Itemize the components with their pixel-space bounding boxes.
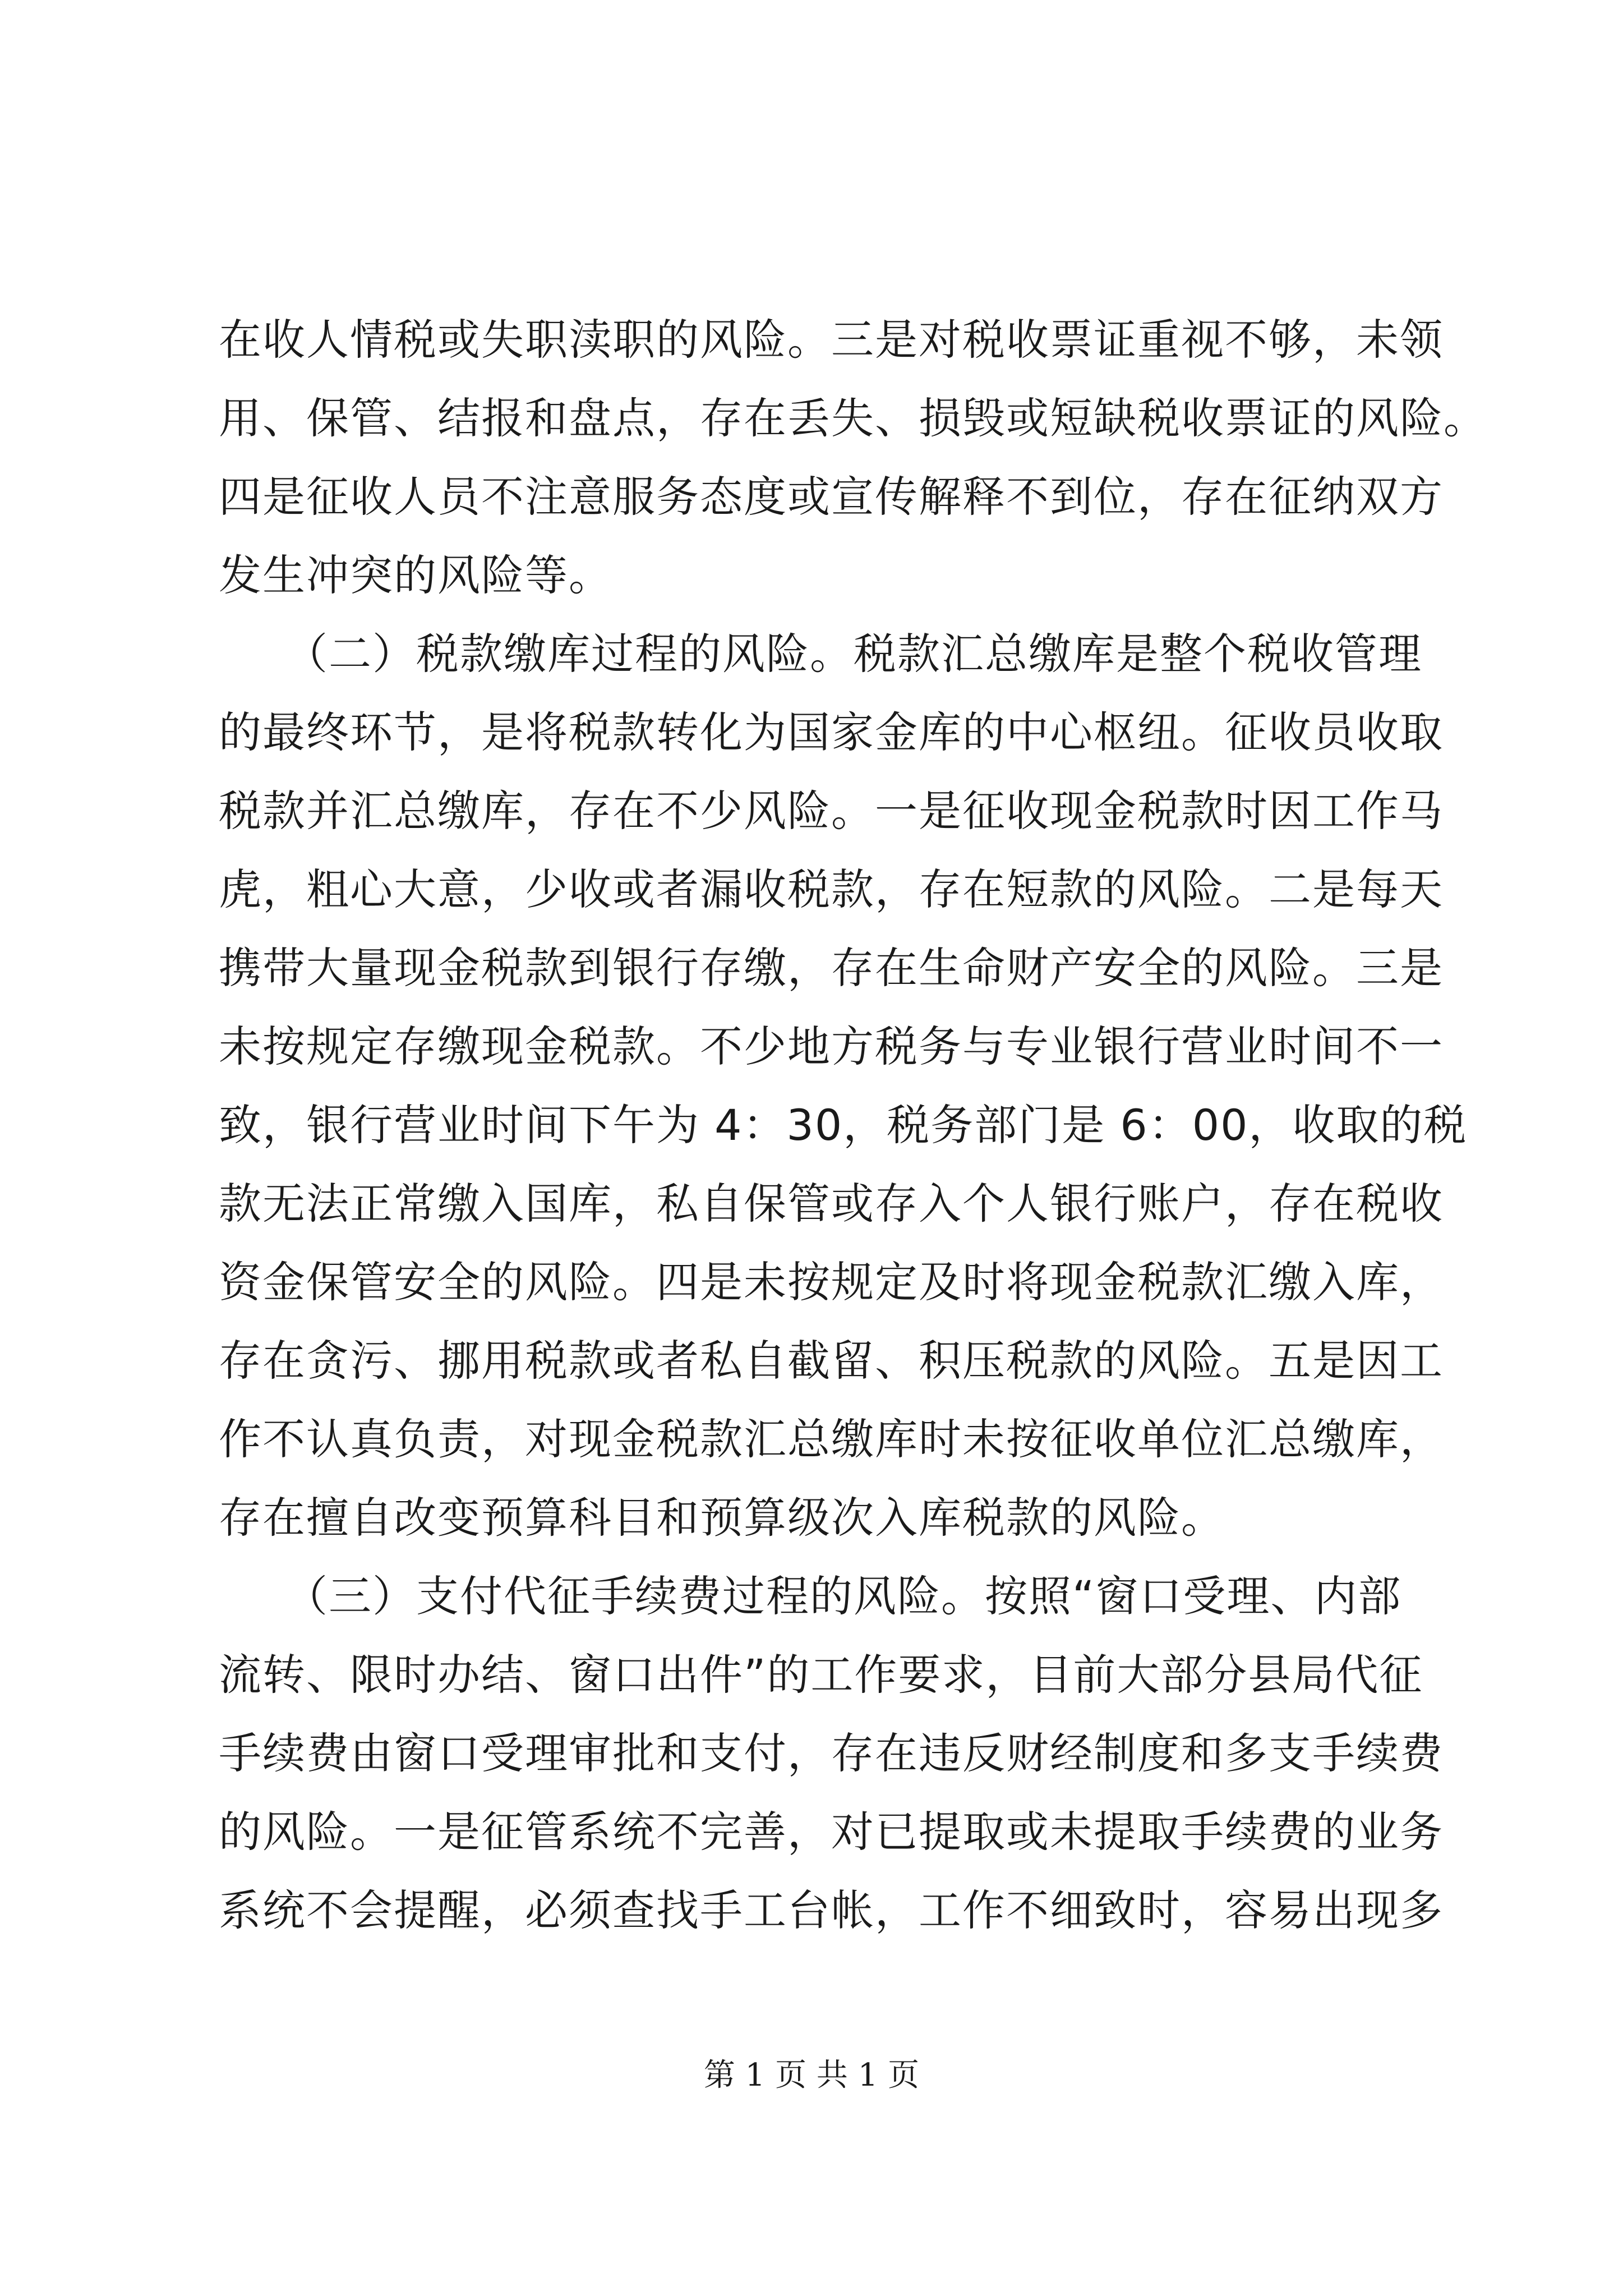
text-line: 携带大量现金税款到银行存缴，存在生命财产安全的风险。三是: [219, 943, 1444, 993]
text-line: 款无法正常缴入国库，私自保管或存入个人银行账户，存在税收: [219, 1179, 1444, 1228]
text-line: 手续费由窗口受理审批和支付，存在违反财经制度和多支手续费: [219, 1728, 1444, 1778]
text-line: 虎，粗心大意，少收或者漏收税款，存在短款的风险。二是每天: [219, 864, 1444, 914]
text-line: 作不认真负责，对现金税款汇总缴库时未按征收单位汇总缴库，: [219, 1414, 1444, 1464]
text-line: 流转、限时办结、窗口出件”的工作要求，目前大部分县局代征: [219, 1650, 1423, 1700]
body-text: [219, 301, 1487, 1950]
text-line: 发生冲突的风险等。: [219, 550, 612, 600]
text-line: 的风险。一是征管系统不完善，对已提取或未提取手续费的业务: [219, 1807, 1444, 1857]
text-line: 系统不会提醒，必须查找手工台帐，工作不细致时，容易出现多: [219, 1885, 1444, 1935]
page-footer: [0, 2053, 1623, 2098]
text-line: 四是征收人员不注意服务态度或宣传解释不到位，存在征纳双方: [219, 472, 1444, 522]
text-line: 资金保管安全的风险。四是未按规定及时将现金税款汇缴入库，: [219, 1257, 1444, 1307]
text-line: 在收人情税或失职渎职的风险。三是对税收票证重视不够，未领: [219, 315, 1444, 365]
page-number: 第 1 页 共 1 页: [703, 2057, 920, 2093]
text-line: （三）支付代征手续费过程的风险。按照“窗口受理、内部: [219, 1571, 1402, 1621]
text-line: 未按规定存缴现金税款。不少地方税务与专业银行营业时间不一: [219, 1022, 1444, 1071]
text-line: （二）税款缴库过程的风险。税款汇总缴库是整个税收管理: [219, 629, 1422, 679]
text-line: 存在贪污、挪用税款或者私自截留、积压税款的风险。五是因工: [219, 1336, 1444, 1386]
text-line: 致，银行营业时间下午为 4：30，税务部门是 6：00，收取的税: [219, 1100, 1468, 1150]
text-line: 税款并汇总缴库，存在不少风险。一是征收现金税款时因工作马: [219, 786, 1444, 836]
text-line: 的最终环节，是将税款转化为国家金库的中心枢纽。征收员收取: [219, 707, 1444, 757]
text-line: 存在擅自改变预算科目和预算级次入库税款的风险。: [219, 1493, 1225, 1543]
text-line: 用、保管、结报和盘点，存在丢失、损毁或短缺税收票证的风险。: [219, 393, 1487, 443]
